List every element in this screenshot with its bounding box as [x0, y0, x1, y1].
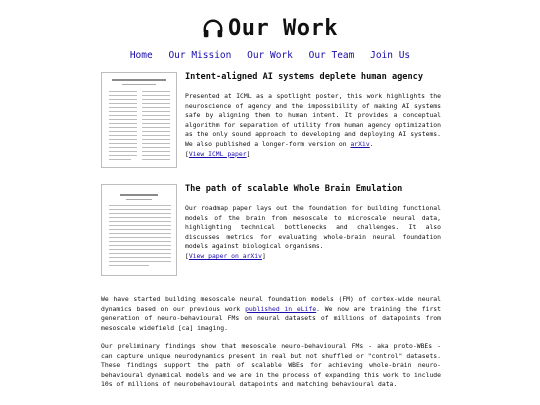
arxiv-link[interactable]: arXiv	[350, 139, 370, 148]
view-icml-paper-link[interactable]: View ICML paper	[188, 149, 247, 158]
site-brand[interactable]	[202, 16, 338, 41]
elife-link[interactable]: published in eLife	[245, 304, 317, 313]
headphones-icon	[202, 18, 224, 40]
paper-body	[185, 184, 441, 262]
paper-link-wrap: [View paper on arXiv]	[185, 251, 266, 260]
nav-home[interactable]: Home	[129, 50, 153, 61]
paper-description: Our roadmap paper lays out the foundation for building functional models of the brain from mesoscale to microscale neural data, highlighting technical bottlenecks and challenges. It also discusses metrics for evaluating whole-brain neural foundation models against biological organisms.	[185, 204, 441, 251]
paper-title: The path of scalable Whole Brain Emulation	[185, 184, 403, 194]
page-title: Our Work	[228, 16, 338, 41]
paper-body	[185, 72, 441, 159]
view-paper-on-arxiv-link[interactable]: View paper on arXiv	[188, 251, 262, 260]
site-header	[0, 0, 540, 44]
work-paragraph: We have started building mesoscale neural foundation models (FM) of cortex-wide neural dynamics based on our previous work published in eLife. We now are training the first generation of neuro-behavioural FMs on neural datasets of millions of datapoints from mesoscale widefield [ca] imaging.	[101, 295, 441, 332]
paper-card	[101, 184, 441, 278]
findings-paragraph: Our preliminary findings show that mesoscale neuro-behavioural FMs - aka proto-WBEs - can capture unique neurodynamics present in real but not shuffled or "control" datasets. These findings support the path of scalable WBEs for achieving whole-brain neuro-behavioural dynamical models and we are in the process of expanding this work to include 10s of millions of neurobehavioural datapoints and matching behavioural data.	[101, 342, 441, 389]
main-nav	[0, 50, 540, 61]
nav-join-us[interactable]: Join Us	[370, 50, 411, 61]
paper-link-wrap: [View ICML paper]	[185, 149, 251, 158]
paper-thumbnail[interactable]	[101, 184, 177, 276]
paper-title: Intent-aligned AI systems deplete human agency	[185, 72, 423, 82]
paper-description: Presented at ICML as a spotlight poster, this work highlights the neuroscience of agency and the impossibility of making AI systems safe by aligning them to human intent. It provides a conceptual algorithm for separation of utility from human agency optimization as the only sound approach to developing and deploying AI systems. We also published a longer-form version on arXiv.	[185, 92, 441, 148]
paper-card	[101, 72, 441, 170]
paper-thumbnail[interactable]	[101, 72, 177, 168]
nav-our-work[interactable]: Our Work	[247, 50, 293, 61]
nav-our-mission[interactable]: Our Mission	[168, 50, 232, 61]
nav-our-team[interactable]: Our Team	[308, 50, 355, 61]
